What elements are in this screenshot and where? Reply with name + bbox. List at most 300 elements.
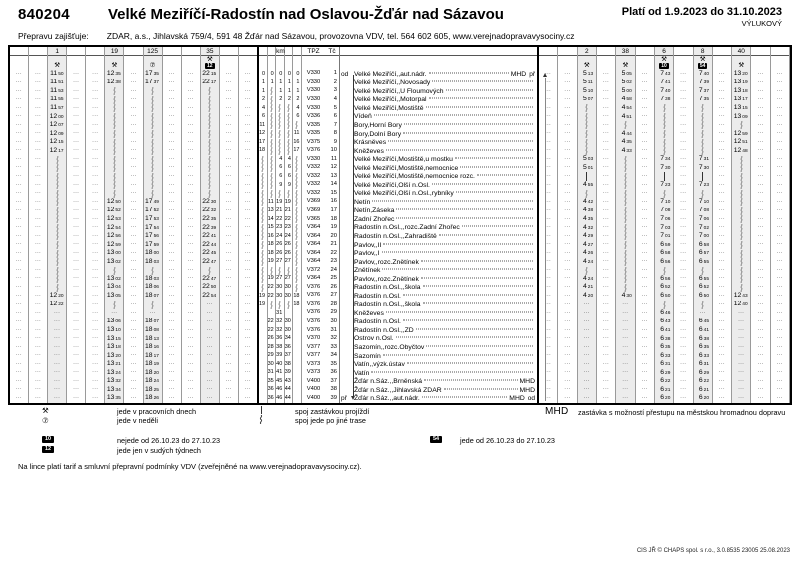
time-cell: ... [187,78,194,85]
time-cell: ... [641,292,648,298]
time-cell: ... [583,309,590,315]
time-cell: ... [168,181,175,187]
time-cell: ... [641,189,648,196]
time-cell: 18 00 [145,249,159,257]
station-name: Vatín,,výzk.ústav [354,361,405,369]
time-cell: ... [603,266,610,272]
time-cell: ... [15,377,23,383]
workdays-icon: ⚒ [54,62,61,69]
km-cell: 30 [267,360,274,367]
time-cell [616,215,634,224]
km-cell: 22 [267,326,274,333]
service-symbols [616,56,634,70]
time-cell: 6 45 [698,317,709,325]
time-cell: 18 19 [145,360,159,368]
time-cell: ... [187,309,194,315]
time-cell: ... [564,78,571,85]
filler-column [163,47,182,403]
station-name: Kněževes [354,309,384,317]
time-cell: 6 52 [698,283,709,291]
time-cell: ... [73,240,80,247]
km-cell: 29 [267,352,274,359]
time-cell: 7 01 [660,232,671,240]
time-cell: ... [92,343,99,349]
time-cell: ... [776,317,783,324]
note-badge: 54 [699,63,706,69]
time-cell [732,232,750,241]
time-cell: ... [564,326,571,332]
time-cell [578,172,596,181]
time-cell: ... [757,249,764,255]
time-cell: ... [35,87,42,93]
tc-cell: 19 [330,224,337,231]
time-cell: ... [35,78,42,85]
km-cell: 46 [276,394,283,401]
time-cell [48,207,66,216]
station-name: Žďár n.Sáz.,,Brněnská [354,378,423,386]
time-cell: ... [603,249,610,255]
time-cell: ... [225,95,232,102]
time-cell: ... [168,146,175,153]
time-cell: 17 59 [145,240,159,248]
workdays-icon: ⚒ [206,56,213,63]
km-cell [293,164,301,173]
time-cell: ... [545,240,552,247]
time-cell: ... [130,104,137,110]
time-cell: ... [15,70,23,76]
km-cell [285,104,293,113]
time-cell: ... [35,326,42,332]
time-cell [201,147,219,156]
time-cell: ... [718,232,726,238]
time-cell: ... [73,257,80,264]
time-cell: ... [15,300,23,307]
time-cell [578,121,596,130]
time-cell [48,181,66,190]
station-name: Radostín n.Osl.,,ZD [354,326,414,334]
service-symbols [674,56,692,70]
tc-cell: 8 [333,130,337,137]
time-cell: ... [130,300,137,307]
time-cell: 6 58 [660,249,671,257]
time-cell: 18 07 [145,292,159,299]
station-row [340,79,537,88]
mhd-mark: MHD [519,386,535,394]
time-cell [144,190,162,199]
time-cell: 13 00 [106,249,121,257]
time-cell: ... [206,334,213,341]
time-cell: ... [54,326,61,332]
time-cell: ... [35,300,42,307]
time-cell [201,96,219,105]
time-cell: ... [603,368,610,375]
time-cell: 7 40 [660,87,671,94]
km-cell: 30 [276,283,283,290]
tpz-cell: V376 [306,147,321,154]
time-cell: ... [73,215,80,221]
time-cell: ... [757,215,764,221]
km-cell [259,207,267,216]
time-cell: ... [718,155,726,161]
station-row [340,343,537,352]
km-cell: 11 [293,130,300,137]
time-cell: ... [130,95,137,102]
time-cell: ... [92,377,99,383]
km-cell [285,190,293,199]
time-cell [655,113,673,122]
time-cell: ... [73,138,80,144]
time-cell: 13 24 [106,368,121,376]
time-cell: ... [718,104,726,110]
time-cell: ... [622,343,629,349]
time-cell: ... [680,394,687,400]
tc-cell: 34 [330,352,337,359]
km-cell [293,343,301,352]
time-cell [144,147,162,156]
km-cell [276,266,284,275]
time-cell [694,147,712,156]
tpz-cell: V373 [306,360,321,367]
time-cell: ... [680,172,687,178]
time-cell: ... [641,172,648,178]
time-cell: ... [718,300,726,307]
time-cell: 4 24 [583,274,594,282]
time-cell: ... [776,206,783,213]
time-cell: ... [92,138,99,144]
time-cell: ... [776,300,783,307]
time-cell: ... [244,112,252,119]
time-cell: 6 35 [660,343,671,351]
km-cell [268,266,276,275]
filler-column [86,47,105,403]
time-cell: ... [73,198,80,204]
time-cell: ... [187,189,194,196]
service-number [636,47,654,56]
km-cell: 22 [267,292,274,299]
service-symbols [29,56,47,70]
time-cell: ... [244,249,252,255]
time-cell: ... [225,232,232,238]
time-cell: ... [545,351,552,358]
time-cell: ... [718,249,726,255]
time-cell: ... [73,189,80,196]
time-cell: ... [545,215,552,221]
time-cell: 6 52 [660,283,671,291]
time-cell: 6 22 [698,377,709,385]
time-cell: 7 37 [698,87,709,94]
time-cell: ... [73,163,80,170]
time-cell: ... [603,292,610,298]
time-cell: ... [545,112,552,119]
km-cell [268,87,276,96]
time-cell: ... [15,257,23,264]
km-cell: 31 [267,369,274,376]
time-cell: ... [225,155,232,161]
time-cell [201,104,219,113]
time-cell: ... [92,385,99,392]
time-cell [655,266,673,275]
station-name: Znětínek [354,267,381,275]
time-cell: ... [35,70,42,76]
km-cell [293,275,301,284]
time-cell: ... [757,343,764,349]
station-row [340,335,537,344]
time-cell: ... [225,223,232,230]
time-cell: ... [603,360,610,366]
km-cell [276,130,284,139]
time-cell: 17 49 [145,198,159,205]
tpz-cell: V330 [306,87,321,94]
time-cell: ... [622,377,629,383]
time-cell: 5 07 [583,95,594,103]
time-cell: ... [564,129,571,136]
time-cell [732,275,750,284]
time-cell: ... [225,249,232,255]
filler-column [674,47,693,403]
time-cell [48,232,66,241]
km-cell: 27 [284,275,291,282]
time-cell: ... [564,377,571,383]
km-cell [259,369,267,378]
time-cell: ... [15,351,23,358]
time-cell: ... [168,317,175,324]
km-cell [259,232,267,241]
km-cell: 22 [284,215,291,222]
station-row [340,121,537,130]
km-cell: 17 [259,138,266,145]
station-name: Radostín n.Osl.,,škola [354,301,421,309]
filler-column [751,47,770,403]
time-cell: ... [35,223,42,230]
station-row [340,172,537,181]
km-cell [259,155,267,164]
time-cell: ... [244,351,252,358]
km-cell [268,164,276,173]
km-cell: 21 [284,207,291,214]
time-cell: ... [244,189,252,196]
time-cell: ... [718,292,726,298]
time-cell: ... [168,377,175,383]
time-cell: 18 03 [145,257,159,265]
time-cell: ... [757,104,764,110]
km-cell [259,181,267,190]
time-cell: ... [718,377,726,383]
time-cell: ... [680,368,687,375]
service-symbols [163,56,181,70]
station-row [340,377,537,386]
station-name: Velké Meziříčí,,Motorpal [354,96,427,104]
time-cell: 7 34 [660,155,671,163]
time-cell: ... [206,360,213,366]
time-cell: ... [718,78,726,85]
km-cell [293,241,301,250]
time-cell: ... [545,317,552,324]
km-cell [293,258,301,267]
time-cell: ... [225,266,232,272]
time-cell: 7 06 [660,215,671,223]
time-cell: ... [92,215,99,221]
time-cell [144,138,162,147]
time-cell: ... [225,394,232,400]
time-cell: ... [15,129,23,136]
time-cell: ... [168,343,175,349]
service-number [86,47,104,56]
km-column [268,47,277,403]
time-cell: ... [583,326,590,332]
time-cell: ... [73,351,80,358]
time-cell [694,190,712,199]
service-number [10,47,28,56]
km-cell: 2 [287,96,291,103]
time-cell: ... [35,112,42,119]
time-cell: ... [757,317,764,324]
sunday-icon: ⑦ [42,416,49,425]
time-cell: ... [73,394,80,400]
time-cell: ... [622,360,629,366]
km-cell: 18 [259,147,266,154]
time-cell: 13 35 [106,394,121,402]
station-row [340,232,537,241]
time-cell: ... [776,266,783,272]
time-cell: ... [187,121,194,127]
time-cell [105,155,123,164]
time-cell: 4 24 [583,257,594,265]
time-cell: ... [15,343,23,349]
legend-mhd: zastávka s možností přestupu na městskou hromadnou dopravu [578,408,786,417]
time-cell [732,283,750,292]
time-cell [694,121,712,130]
km-cell [285,130,293,139]
time-cell [732,215,750,224]
station-name: Radostín n.Osl. [354,318,401,326]
time-cell [732,266,750,275]
time-cell: ... [564,292,571,298]
km-cell [285,113,293,122]
time-cell: 18 06 [145,283,159,291]
km-cell: 9 [287,181,291,188]
tpz-cell: V373 [306,369,321,376]
time-cell [732,190,750,199]
time-cell: ... [583,300,590,307]
time-cell: ... [130,326,137,332]
time-cell: ... [718,129,726,136]
time-cell: ... [187,198,194,204]
time-cell: ... [545,138,552,144]
time-cell: ... [73,232,80,238]
time-cell: ... [680,215,687,221]
time-cell [732,249,750,258]
time-cell: 7 35 [698,95,709,103]
time-cell: ... [641,309,648,315]
time-cell [105,181,123,190]
time-cell: 22 35 [202,215,217,223]
time-cell: 4 55 [583,181,594,188]
tc-cell: 5 [333,104,337,111]
time-cell: ... [603,257,610,264]
station-row: od Velké Meziříčí,,aut.nádr. MHD př [341,70,535,78]
station-name: Velké Meziříčí,Mostiště [354,104,424,112]
time-cell: ... [718,181,726,187]
km-cell: 4 [262,104,266,111]
time-cell: ... [244,138,252,144]
time-cell: ... [757,300,764,307]
time-cell: ... [130,78,137,85]
time-cell: ... [545,181,552,187]
time-cell [616,283,634,292]
time-cell [578,113,596,122]
time-cell: 12 59 [106,240,121,248]
mhd-mark: MHD [510,70,527,78]
direction-out-block [10,47,259,403]
time-cell: ... [130,112,137,119]
time-cell: ... [776,172,783,178]
time-cell: 7 02 [698,223,709,231]
time-cell: 22 15 [202,70,217,77]
time-cell: ... [92,146,99,153]
time-cell: ... [168,326,175,332]
time-cell: 7 31 [698,155,709,163]
time-cell: ... [73,309,80,315]
time-cell [201,266,219,275]
time-cell [616,207,634,216]
time-cell: ... [545,223,552,230]
time-cell: ... [583,343,590,349]
time-cell: 6 29 [660,368,671,376]
time-cell [578,130,596,139]
time-cell: ... [244,326,252,332]
time-cell: 6 20 [698,394,709,402]
time-cell: ... [15,215,23,221]
km-cell: 31 [276,309,283,316]
time-cell: ... [603,334,610,341]
km-cell: 6 [279,164,283,171]
time-cell: 12 15 [49,138,64,146]
km-cell: 0 [270,70,274,77]
km-cell [268,113,276,122]
km-cell: 1 [270,79,274,86]
time-cell: ... [35,334,42,341]
km-cell: 18 [293,301,300,308]
km-cell [285,121,293,130]
tc-cell: 13 [330,172,337,179]
time-cell: ... [622,368,629,375]
time-cell: ... [641,215,648,221]
km-cell: 0 [279,70,283,77]
time-cell: ... [244,360,252,366]
time-cell: 6 22 [660,377,671,385]
station-name: Velké Meziříčí,Olší n.Osl.,rybníky [354,190,454,198]
time-cell: ... [244,274,252,281]
km-cell [268,181,276,190]
time-cell [201,113,219,122]
station-row [340,258,537,267]
time-cell: 6 38 [660,334,671,342]
time-cell: 5 03 [583,155,594,163]
time-cell: ... [35,146,42,153]
tc-cell: 9 [333,138,337,145]
time-cell: ... [564,334,571,341]
station-name: Velké Meziříčí,Olší n.Osl. [354,181,430,189]
time-cell: ... [225,181,232,187]
time-cell: ... [564,249,571,255]
time-cell: ... [130,223,137,230]
service-column-2 [578,47,597,403]
time-cell: 11 55 [50,95,64,103]
station-name: Velké Meziříčí,Mostiště,u mostku [354,156,453,164]
tc-cell: 6 [333,113,337,120]
service-symbols [655,56,673,70]
station-name: Pavlov,,rozc.Znětínek [354,275,419,283]
